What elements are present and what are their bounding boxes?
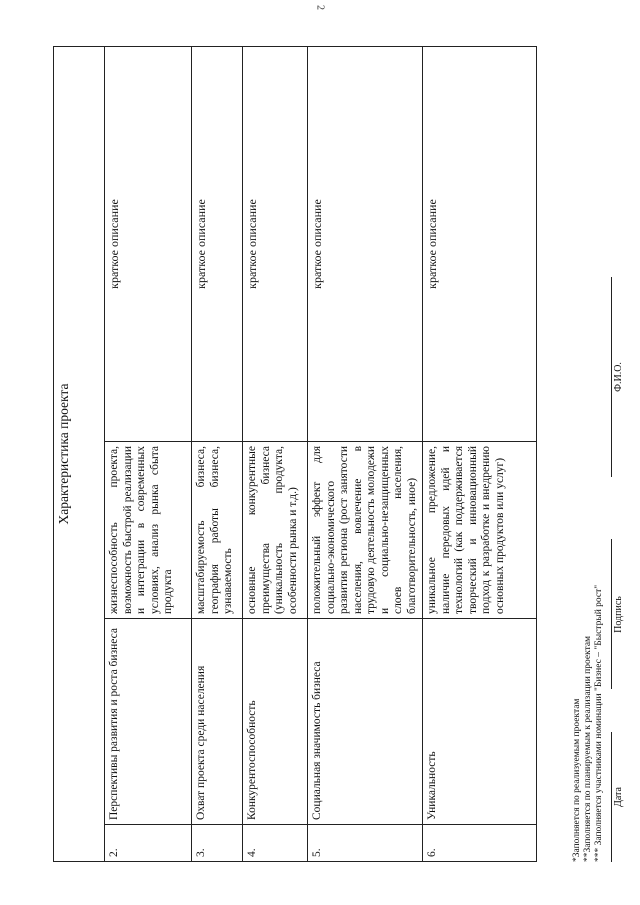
description-cell: краткое описание: [243, 47, 308, 442]
row-number: 6.: [423, 825, 537, 862]
signature-block: [611, 102, 624, 862]
footnotes: [572, 585, 605, 862]
fio-label: Ф.И.О.: [611, 277, 624, 477]
criterion-name: Охват проекта среди населения: [192, 619, 243, 825]
footnote: *** Заполняется участниками номинации "Бизнес – "Быстрый рост": [594, 584, 604, 862]
criterion-parameters: масштабируемость бизнеса, география работы бизнеса, узнаваемость: [192, 442, 243, 619]
description-cell: краткое описание: [423, 47, 537, 442]
table-header: Характеристика проекта: [54, 47, 105, 862]
criterion-parameters: основные конкурентные преимущества бизнеса (уникальность продукта, особенности рынка и т.д.): [243, 442, 308, 619]
criterion-parameters: жизнеспособность проекта, возможность быстрой реализации и интеграции в современных условиях, анализ рынка сбыта продукта: [105, 442, 192, 619]
criterion-name: Уникальность: [423, 619, 537, 825]
description-cell: краткое описание: [308, 47, 423, 442]
table-row: [308, 47, 423, 862]
row-number: 4.: [243, 825, 308, 862]
row-number: 5.: [308, 825, 423, 862]
criterion-name: Социальная значимость бизнеса: [308, 619, 423, 825]
criterion-name: Конкурентоспособность: [243, 619, 308, 825]
criterion-name: Перспективы развития и роста бизнеса: [105, 619, 192, 825]
criterion-parameters: положительный эффект для социально-экономического развития региона (рост занятости населения, вовлечение в трудовую деятельность молодежи и социально-незащищенных слоев населения, благотворительность, иное): [308, 442, 423, 619]
table-row: [243, 47, 308, 862]
footnote: **Заполняется по планируемым к реализации проектам: [583, 635, 593, 862]
description-cell: краткое описание: [105, 47, 192, 442]
row-number: 3.: [192, 825, 243, 862]
table-row: [192, 47, 243, 862]
row-number: 2.: [105, 825, 192, 862]
date-label: Дата: [611, 732, 624, 862]
project-characteristics-table: [53, 46, 537, 862]
table-row: [105, 47, 192, 862]
sign-label: Подпись: [611, 540, 624, 690]
page-number: 2: [314, 5, 326, 10]
criterion-parameters: уникальное предложение, наличие передовых идей и технологий (как поддерживается творческий и инновационный подход к разработке и внедрению основных продуктов или услуг): [423, 442, 537, 619]
description-cell: краткое описание: [192, 47, 243, 442]
table-row: [423, 47, 537, 862]
footnote: *Заполняется по реализуемым проектам: [572, 698, 582, 862]
